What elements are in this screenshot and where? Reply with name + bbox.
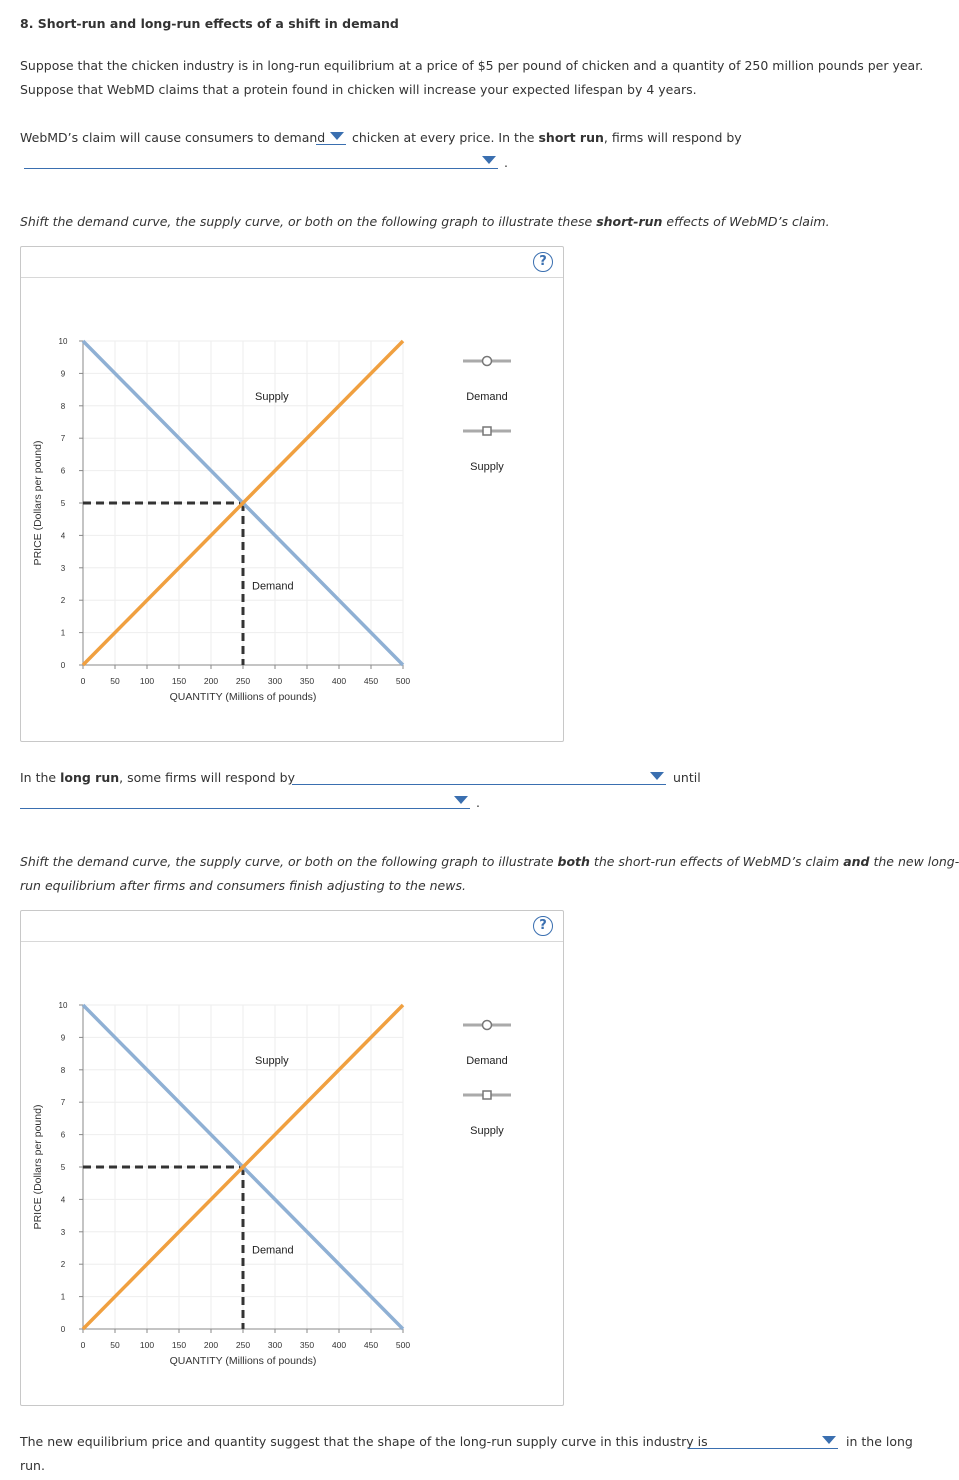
- x-tick-label: 350: [299, 1340, 315, 1350]
- demand-curve-label: Demand: [252, 580, 294, 593]
- chevron-down-icon: [482, 156, 496, 164]
- long-run-supply-shape-dropdown[interactable]: [688, 1434, 838, 1449]
- y-tick-label: 2: [60, 596, 66, 606]
- x-axis-label: QUANTITY (Millions of pounds): [169, 691, 317, 703]
- help-icon[interactable]: ?: [533, 916, 553, 936]
- intro-line-2: Suppose that WebMD claims that a protein found in chicken will increase your expected lifespan by 4 years.: [20, 82, 697, 97]
- x-tick-label: 100: [139, 676, 155, 686]
- instr1-suffix: effects of WebMD’s claim.: [666, 214, 830, 229]
- y-tick-label: 4: [60, 531, 66, 541]
- graph-panel-1: [20, 246, 564, 742]
- q1-end: .: [504, 155, 508, 170]
- instruction-2-line-1: [20, 854, 959, 869]
- demand-curve-label: Demand: [252, 1244, 294, 1257]
- x-tick-label: 250: [235, 676, 251, 686]
- legend-demand-circle-icon: [483, 1021, 492, 1030]
- q2-prefix: In the: [20, 770, 57, 785]
- y-tick-label: 9: [60, 369, 66, 379]
- y-tick-label: 0: [60, 1325, 66, 1334]
- instr2-both: both: [557, 854, 590, 869]
- q1-text: [352, 130, 742, 145]
- y-tick-label: 0: [60, 661, 66, 670]
- q1-middle: chicken at every price. In the: [352, 130, 535, 145]
- page-title: 8. Short-run and long-run effects of a shift in demand: [20, 16, 399, 31]
- y-tick-label: 3: [60, 1227, 66, 1237]
- legend-supply-square-icon: [483, 1091, 491, 1099]
- instr1-bold: short-run: [596, 214, 663, 229]
- y-tick-label: 10: [58, 1001, 68, 1010]
- x-tick-label: 300: [267, 676, 283, 686]
- x-tick-label: 50: [110, 1340, 120, 1350]
- chart-1: [21, 247, 563, 741]
- instr1-prefix: Shift the demand curve, the supply curve, or both on the following graph to illustrate these: [20, 214, 593, 229]
- q3-line-2: run.: [20, 1458, 45, 1473]
- demand-change-dropdown[interactable]: [316, 130, 346, 145]
- x-tick-label: 200: [203, 676, 219, 686]
- y-tick-label: 3: [60, 563, 66, 573]
- q3-suffix: in the long: [846, 1434, 913, 1449]
- chart-2: [21, 911, 563, 1405]
- q2-text: [20, 770, 295, 785]
- q2-suffix: , some firms will respond by: [119, 770, 295, 785]
- y-tick-label: 6: [60, 1130, 66, 1140]
- y-tick-label: 8: [60, 1065, 66, 1075]
- legend-demand-label: Demand: [466, 391, 508, 403]
- y-tick-label: 1: [60, 1292, 66, 1302]
- x-tick-label: 400: [331, 676, 347, 686]
- x-tick-label: 300: [267, 1340, 283, 1350]
- chevron-down-icon: [454, 796, 468, 804]
- long-run-response-dropdown[interactable]: [292, 770, 666, 785]
- chevron-down-icon: [330, 132, 344, 140]
- y-tick-label: 9: [60, 1033, 66, 1043]
- y-tick-label: 10: [58, 337, 68, 346]
- x-tick-label: 0: [80, 1340, 86, 1350]
- q1-suffix: , firms will respond by: [603, 130, 742, 145]
- legend-supply-square-icon: [483, 427, 491, 435]
- instruction-1: [20, 214, 830, 229]
- legend-supply-label: Supply: [470, 461, 504, 473]
- y-tick-label: 8: [60, 401, 66, 411]
- legend-demand-circle-icon: [483, 357, 492, 366]
- x-tick-label: 450: [363, 676, 379, 686]
- short-run-response-dropdown[interactable]: [24, 154, 498, 169]
- x-tick-label: 100: [139, 1340, 155, 1350]
- x-axis-label: QUANTITY (Millions of pounds): [169, 1355, 317, 1367]
- x-tick-label: 500: [395, 676, 411, 686]
- y-tick-label: 2: [60, 1260, 66, 1270]
- q1-prefix: WebMD’s claim will cause consumers to demand: [20, 130, 326, 145]
- q2-until: until: [673, 770, 701, 785]
- chevron-down-icon: [650, 772, 664, 780]
- y-tick-label: 5: [60, 1163, 66, 1172]
- y-axis-label: PRICE (Dollars per pound): [32, 440, 44, 566]
- x-tick-label: 350: [299, 676, 315, 686]
- legend-demand-label: Demand: [466, 1055, 508, 1067]
- x-tick-label: 250: [235, 1340, 251, 1350]
- x-tick-label: 150: [171, 1340, 187, 1350]
- x-tick-label: 400: [331, 1340, 347, 1350]
- q2-end: .: [476, 795, 480, 810]
- supply-curve-label: Supply: [255, 1055, 289, 1068]
- x-tick-label: 50: [110, 676, 120, 686]
- help-icon[interactable]: ?: [533, 252, 553, 272]
- y-tick-label: 4: [60, 1195, 66, 1205]
- x-tick-label: 200: [203, 1340, 219, 1350]
- q3-prefix: The new equilibrium price and quantity suggest that the shape of the long-run supply curve in this industry is: [20, 1434, 708, 1449]
- instr2-prefix: Shift the demand curve, the supply curve, or both on the following graph to illustrate: [20, 854, 554, 869]
- intro-line-1: Suppose that the chicken industry is in long-run equilibrium at a price of $5 per pound of chicken and a quantity of 250 million pounds per year.: [20, 58, 924, 73]
- supply-curve-label: Supply: [255, 391, 289, 404]
- q2-bold: long run: [60, 770, 120, 785]
- x-tick-label: 150: [171, 676, 187, 686]
- instr2-and: and: [843, 854, 870, 869]
- legend-supply-label: Supply: [470, 1125, 504, 1137]
- instruction-2-line-2: run equilibrium after firms and consumers finish adjusting to the news.: [20, 878, 466, 893]
- graph-panel-2: [20, 910, 564, 1406]
- q1-bold: short run: [538, 130, 604, 145]
- y-tick-label: 1: [60, 628, 66, 638]
- y-tick-label: 5: [60, 499, 66, 508]
- instr2-suffix: the new long-: [873, 854, 959, 869]
- x-tick-label: 500: [395, 1340, 411, 1350]
- y-tick-label: 6: [60, 466, 66, 476]
- instr2-mid: the short-run effects of WebMD’s claim: [593, 854, 840, 869]
- x-tick-label: 450: [363, 1340, 379, 1350]
- y-tick-label: 7: [60, 434, 66, 444]
- long-run-until-dropdown[interactable]: [20, 794, 470, 809]
- y-tick-label: 7: [60, 1098, 66, 1108]
- chevron-down-icon: [822, 1436, 836, 1444]
- x-tick-label: 0: [80, 676, 86, 686]
- y-axis-label: PRICE (Dollars per pound): [32, 1104, 44, 1230]
